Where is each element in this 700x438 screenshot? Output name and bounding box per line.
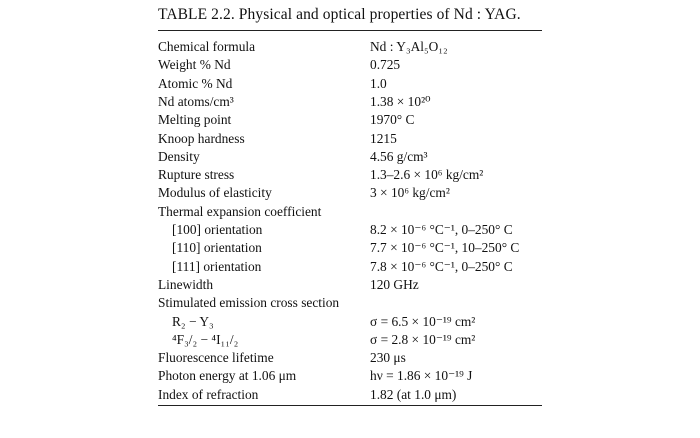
- property-value: 7.7 × 10⁻⁶ °C⁻¹, 10–250° C: [370, 240, 520, 256]
- property-value: 120 GHz: [370, 276, 419, 292]
- table-row: [158, 331, 542, 349]
- table-caption-text: 2.2. Physical and optical properties of Nd : YAG.: [207, 6, 521, 23]
- table-row: [158, 111, 542, 129]
- table-row: [158, 367, 542, 385]
- property-value: 3 × 10⁶ kg/cm²: [370, 185, 450, 201]
- table-row: [158, 130, 542, 148]
- property-label: ⁴F₃/₂ − ⁴I₁₁/₂: [172, 331, 239, 347]
- property-label: [100] orientation: [172, 222, 263, 237]
- property-value: hν = 1.86 × 10⁻¹⁹ J: [370, 368, 473, 384]
- table-row: [158, 203, 542, 221]
- property-value: 1.38 × 10²⁰: [370, 93, 431, 109]
- property-value: 0.725: [370, 57, 401, 73]
- property-label: [110] orientation: [172, 240, 262, 256]
- table-row: [158, 294, 542, 312]
- property-label: Knoop hardness: [158, 130, 245, 146]
- property-label: Thermal expansion coefficient: [158, 203, 322, 219]
- property-label: Chemical formula: [158, 39, 256, 54]
- property-label: Melting point: [158, 112, 232, 128]
- property-value: 1.3–2.6 × 10⁶ kg/cm²: [370, 167, 484, 183]
- table-top-rule: [158, 30, 542, 31]
- property-value: σ = 2.8 × 10⁻¹⁹ cm²: [370, 331, 476, 347]
- table-row: [158, 386, 542, 404]
- table-bottom-rule: [158, 405, 542, 406]
- property-value: Nd : Y₃Al₅O₁₂: [370, 39, 448, 54]
- property-label: Modulus of elasticity: [158, 185, 272, 201]
- table-row: [158, 221, 542, 239]
- property-label: Weight % Nd: [158, 57, 231, 73]
- table-row: [158, 93, 542, 111]
- property-value: 1.82 (at 1.0 μm): [370, 386, 457, 402]
- table-row: [158, 38, 542, 56]
- property-label: Stimulated emission cross section: [158, 295, 340, 311]
- property-value: 1970° C: [370, 112, 415, 128]
- property-label: [111] orientation: [172, 258, 262, 274]
- property-value: 8.2 × 10⁻⁶ °C⁻¹, 0–250° C: [370, 222, 513, 237]
- property-label: Fluorescence lifetime: [158, 350, 274, 366]
- table-row: [158, 276, 542, 294]
- table-row: [158, 184, 542, 202]
- table-row: [158, 239, 542, 257]
- property-label: Index of refraction: [158, 386, 259, 402]
- table-row: [158, 313, 542, 331]
- table-row: [158, 258, 542, 276]
- property-label: Rupture stress: [158, 167, 235, 183]
- table-row: [158, 75, 542, 93]
- property-label: Nd atoms/cm³: [158, 93, 234, 109]
- table-row: [158, 349, 542, 367]
- property-value: 230 μs: [370, 350, 406, 366]
- property-value: σ = 6.5 × 10⁻¹⁹ cm²: [370, 313, 476, 329]
- property-value: 1.0: [370, 75, 387, 91]
- table-row: [158, 148, 542, 166]
- table-caption: [158, 6, 521, 24]
- property-label: Density: [158, 148, 200, 164]
- property-label: R₂ − Y₃: [172, 313, 214, 329]
- property-value: 1215: [370, 130, 397, 146]
- table-row: [158, 56, 542, 74]
- table-row: [158, 166, 542, 184]
- property-label: Photon energy at 1.06 μm: [158, 368, 297, 384]
- property-value: 4.56 g/cm³: [370, 148, 428, 164]
- table-caption-prefix: TABLE: [158, 6, 208, 23]
- property-value: 7.8 × 10⁻⁶ °C⁻¹, 0–250° C: [370, 258, 513, 274]
- property-label: Atomic % Nd: [158, 75, 233, 91]
- property-label: Linewidth: [158, 276, 214, 292]
